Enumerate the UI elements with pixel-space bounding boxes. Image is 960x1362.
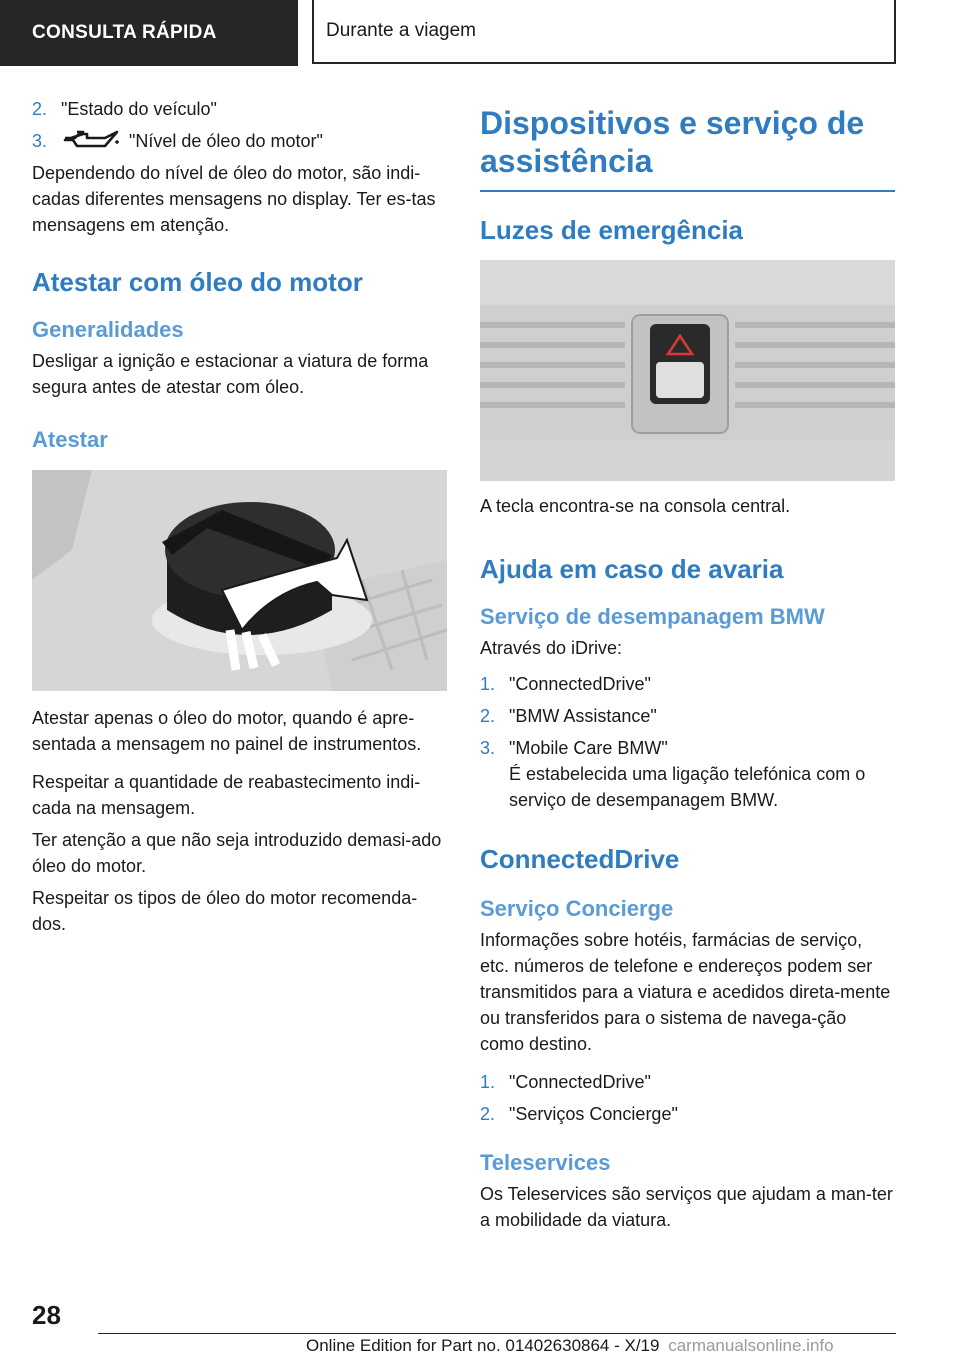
teleservices-text: Os Teleservices são serviços que ajudam a man-ter a mobilidade da viatura. [480, 1184, 893, 1230]
right-column [480, 104, 895, 1233]
refuel-text-2: Respeitar a quantidade de reabastecimento indi-cada na mensagem. [32, 772, 421, 818]
intro-text: Dependendo do nível de óleo do motor, são indi-cadas diferentes mensagens no display. Ter es-tas mensagens em atenção. [32, 163, 436, 235]
heading-refuel-oil: Atestar com óleo do motor [32, 267, 363, 297]
footer-divider [98, 1333, 896, 1334]
breakdown-note: É estabelecida uma ligação telefónica com o serviço de desempanagem BMW. [509, 764, 866, 810]
list-item: 2. "Serviços Concierge" [480, 1104, 678, 1124]
heading-concierge: Serviço Concierge [480, 896, 674, 921]
refuel-text-4: Respeitar os tipos de óleo do motor recomenda-dos. [32, 888, 418, 934]
heading-assistance: Dispositivos e serviço de assistência [480, 104, 895, 192]
list-item: 3. "Mobile Care BMW" [480, 738, 668, 758]
list-item: 2. "BMW Assistance" [480, 706, 657, 726]
page-number: 28 [32, 1300, 61, 1330]
oil-can-icon [61, 128, 121, 150]
refuel-text-3: Ter atenção a que não seja introduzido demasi-ado óleo do motor. [32, 830, 442, 876]
heading-bmw-service: Serviço de desempanagem BMW [480, 604, 825, 629]
oil-cap-illustration [32, 470, 447, 691]
heading-hazard-lights: Luzes de emergência [480, 215, 743, 245]
footer-edition: Online Edition for Part no. 01402630864 - X/19 carmanualsonline.info [306, 1336, 834, 1355]
left-column [32, 96, 447, 937]
list-item: 2. "Estado do veículo" [32, 99, 217, 119]
refuel-text-1: Atestar apenas o óleo do motor, quando é apre-sentada a mensagem no painel de instrumentos. [32, 708, 422, 754]
heading-teleservices: Teleservices [480, 1150, 611, 1175]
heading-connecteddrive: ConnectedDrive [480, 844, 680, 874]
list-item: 1. "ConnectedDrive" [480, 674, 651, 694]
list-item: 1. "ConnectedDrive" [480, 1072, 651, 1092]
chapter-title: Durante a viagem [312, 0, 896, 64]
heading-breakdown-help: Ajuda em caso de avaria [480, 554, 784, 584]
watermark: carmanualsonline.info [668, 1336, 834, 1355]
hazard-button-photo [480, 260, 895, 481]
heading-general: Generalidades [32, 317, 184, 342]
general-text: Desligar a ignição e estacionar a viatura de forma segura antes de atestar com óleo. [32, 351, 429, 397]
via-idrive-text: Através do iDrive: [480, 638, 623, 658]
hazard-text: A tecla encontra-se na consola central. [480, 496, 791, 516]
concierge-text: Informações sobre hotéis, farmácias de serviço, etc. números de telefone e endereços podem ser transmitidos para a viatura e acedidos direta-mente ou transferidos para o sistema de navega-ção como destino. [480, 930, 891, 1054]
list-item: 3. "Nível de óleo do motor" [32, 128, 447, 154]
heading-refuel: Atestar [32, 427, 108, 452]
section-tab: CONSULTA RÁPIDA [0, 0, 298, 66]
